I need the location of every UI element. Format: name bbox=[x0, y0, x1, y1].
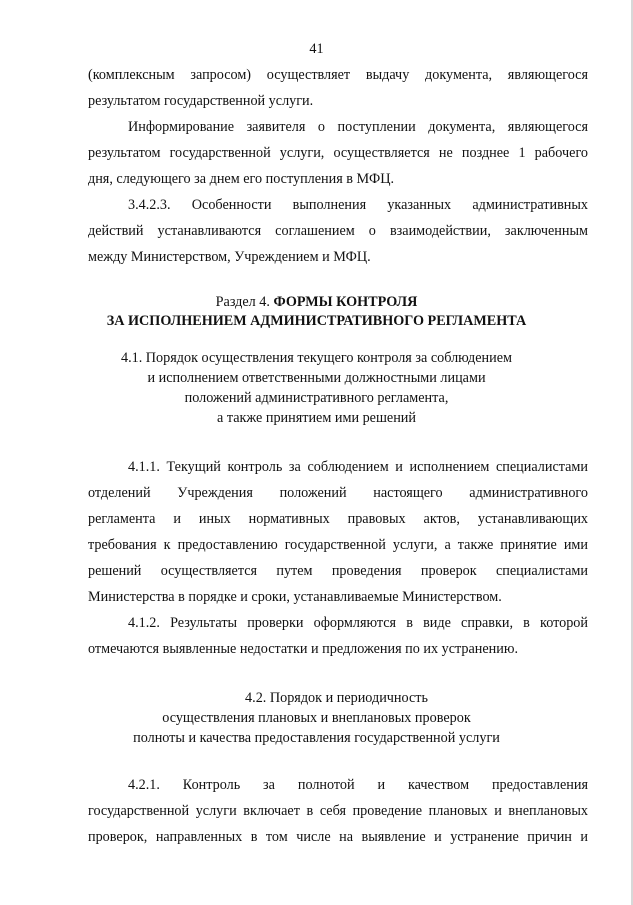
section-4-heading-line-1 bbox=[0, 293, 633, 311]
para421-line-2: государственной услуги включает в себя проведение плановых и внеплановых bbox=[88, 803, 588, 819]
para412-line-2: отмечаются выявленные недостатки и предложения по их устранению. bbox=[88, 641, 519, 657]
para421-line-1: 4.2.1. Контроль за полнотой и качеством предоставления bbox=[128, 777, 588, 793]
para3-line-1: 3.4.2.3. Особенности выполнения указанных административных bbox=[128, 197, 588, 213]
para3-line-3: между Министерством, Учреждением и МФЦ. bbox=[88, 249, 371, 265]
para2-line-3: дня, следующего за днем его поступления в МФЦ. bbox=[88, 171, 394, 187]
para411-line-4: требования к предоставлению государственной услуги, а также принятие ими bbox=[88, 537, 588, 553]
para411-line-6: Министерства в порядке и сроки, устанавливаемые Министерством. bbox=[88, 589, 502, 605]
subsection-41-line-3: положений административного регламента, bbox=[184, 390, 449, 406]
para421-line-3: проверок, направленных в том числе на выявление и устранение причин и bbox=[88, 829, 588, 845]
para2-line-1: Информирование заявителя о поступлении документа, являющегося bbox=[128, 119, 588, 135]
subsection-42-line-3: полноты и качества предоставления государственной услуги bbox=[133, 730, 500, 746]
para1-line-1: (комплексным запросом) осуществляет выдачу документа, являющегося bbox=[88, 67, 588, 83]
subsection-41-line-2: и исполнением ответственными должностными лицами bbox=[147, 370, 486, 386]
subsection-42-line-1: 4.2. Порядок и периодичность bbox=[245, 690, 428, 706]
para3-line-2: действий устанавливаются соглашением о взаимодействии, заключенным bbox=[88, 223, 588, 239]
para411-line-2: отделений Учреждения положений настоящего административного bbox=[88, 485, 588, 501]
subsection-42-line-2: осуществления плановых и внеплановых проверок bbox=[162, 710, 471, 726]
para411-line-3: регламента и иных нормативных правовых актов, устанавливающих bbox=[88, 511, 588, 527]
page-number: 41 bbox=[309, 41, 324, 57]
subsection-41-line-1: 4.1. Порядок осуществления текущего контроля за соблюдением bbox=[120, 350, 513, 366]
para1-line-2: результатом государственной услуги. bbox=[88, 93, 314, 109]
para2-line-2: результатом государственной услуги, осуществляется не позднее 1 рабочего bbox=[88, 145, 588, 161]
para411-line-1: 4.1.1. Текущий контроль за соблюдением и исполнением специалистами bbox=[128, 459, 588, 475]
section-4-prefix: Раздел 4. bbox=[215, 294, 274, 310]
para412-line-1: 4.1.2. Результаты проверки оформляются в виде справки, в которой bbox=[128, 615, 588, 631]
subsection-41-line-4: а также принятием ими решений bbox=[217, 410, 416, 426]
para411-line-5: решений осуществляется путем проведения проверок специалистами bbox=[88, 563, 588, 579]
section-4-title: ФОРМЫ КОНТРОЛЯ bbox=[273, 294, 418, 310]
section-4-heading-line-2: ЗА ИСПОЛНЕНИЕМ АДМИНИСТРАТИВНОГО РЕГЛАМЕНТА bbox=[106, 313, 527, 329]
